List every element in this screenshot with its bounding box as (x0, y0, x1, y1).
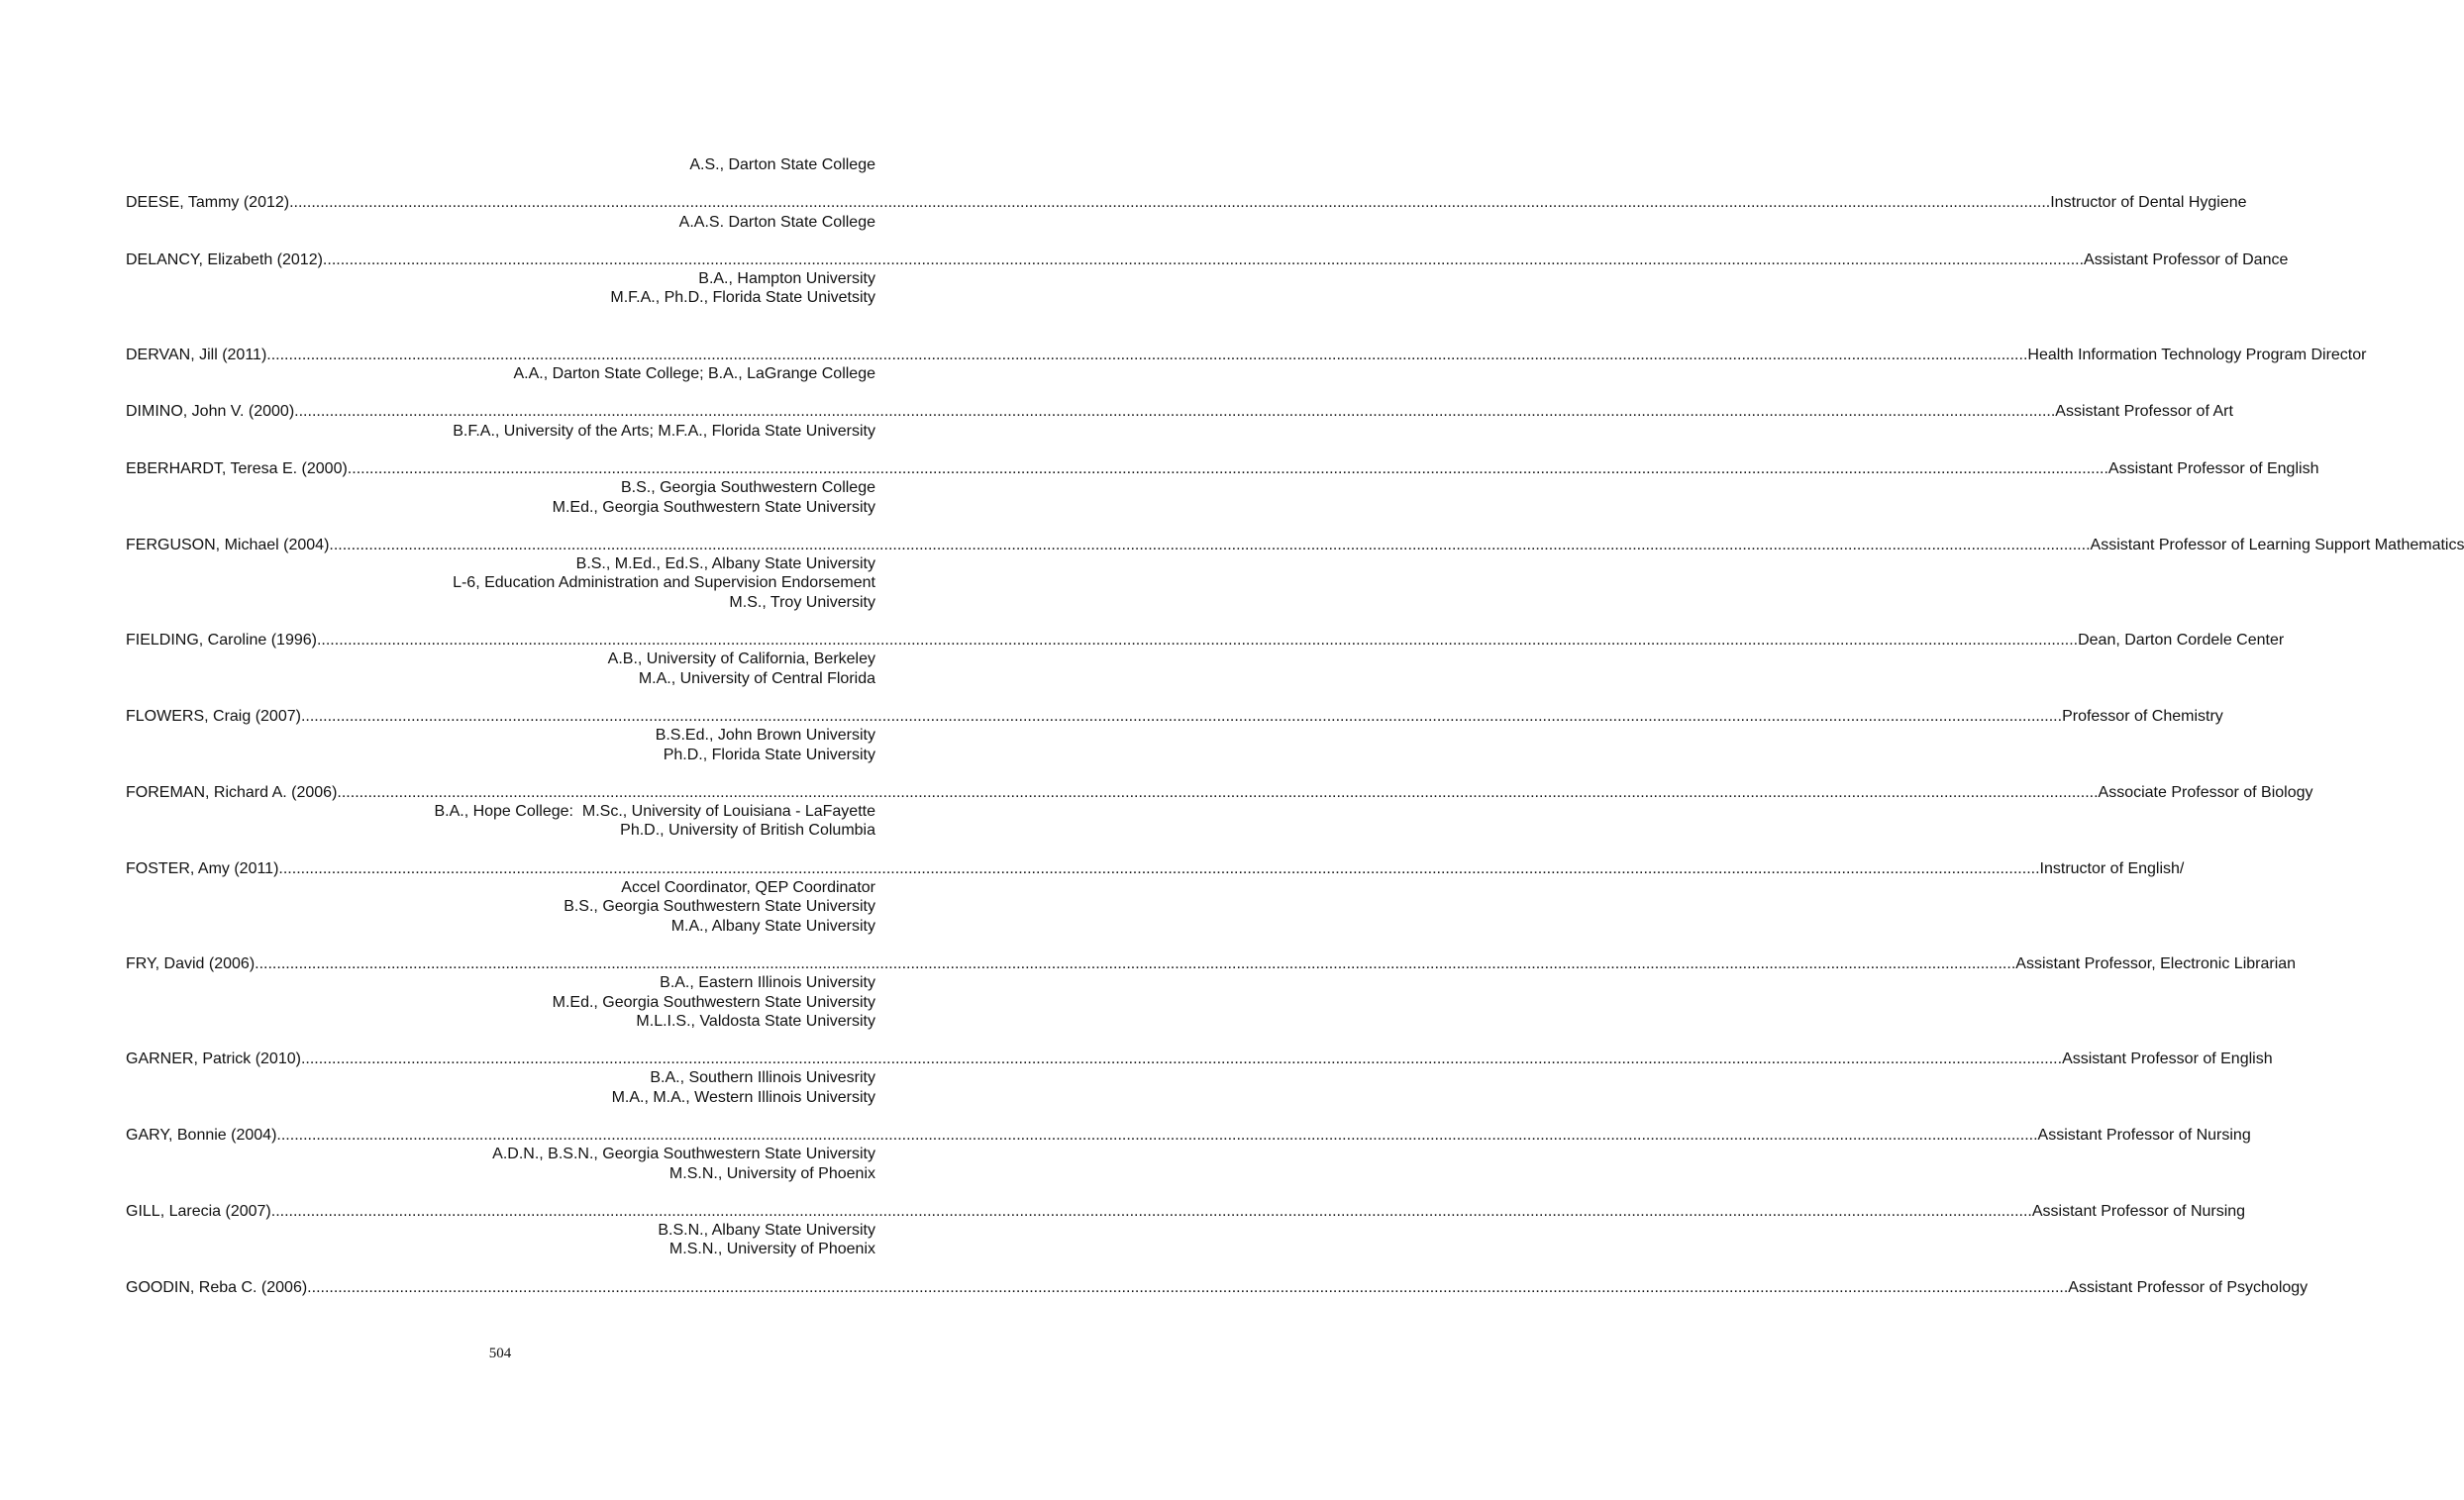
faculty-degree: A.B., University of California, Berkeley (607, 650, 875, 668)
faculty-name: FLOWERS, Craig (2007) (126, 707, 301, 725)
faculty-title: Instructor of Dental Hygiene (2050, 194, 2247, 212)
leader-dots: ................................................................................................................................................................................................................................................................................................................................................................................................................ (294, 403, 2056, 421)
faculty-entry (126, 1202, 2246, 1259)
faculty-degree: B.S.N., Albany State University (658, 1222, 875, 1240)
faculty-degree: M.Ed., Georgia Southwestern State University (552, 993, 875, 1011)
faculty-entry (126, 1278, 2309, 1297)
faculty-title: Dean, Darton Cordele Center (2078, 632, 2285, 650)
leader-dots: ................................................................................................................................................................................................................................................................................................................................................................................................................ (307, 1278, 2069, 1296)
faculty-title: Assistant Professor of Art (2055, 403, 2233, 421)
faculty-title: Assistant Professor of Nursing (2031, 1202, 2246, 1220)
faculty-name: FRY, David (2006) (126, 954, 256, 972)
faculty-name: FERGUSON, Michael (2004) (126, 536, 330, 553)
faculty-degree: M.A., Albany State University (670, 917, 875, 935)
faculty-degree: B.S., Georgia Southwestern State University (564, 898, 875, 916)
faculty-degree: M.A., University of Central Florida (638, 669, 875, 687)
faculty-degree: M.A., M.A., Western Illinois University (611, 1088, 875, 1106)
faculty-entry (126, 954, 2297, 1031)
faculty-name: DELANCY, Elizabeth (2012) (126, 250, 323, 268)
leader-dots: ................................................................................................................................................................................................................................................................................................................................................................................................................ (278, 859, 2040, 877)
faculty-name: FOSTER, Amy (2011) (126, 859, 279, 877)
faculty-entry (126, 459, 2319, 517)
faculty-degree: Ph.D., University of British Columbia (620, 822, 875, 840)
faculty-degree: B.S., Georgia Southwestern College (620, 479, 875, 497)
leader-dots: ................................................................................................................................................................................................................................................................................................................................................................................................................ (316, 632, 2079, 650)
faculty-degree: Ph.D., Florida State University (663, 746, 875, 763)
faculty-name: FIELDING, Caroline (1996) (126, 632, 317, 650)
leader-dots: ................................................................................................................................................................................................................................................................................................................................................................................................................ (289, 194, 2051, 212)
faculty-title: Assistant Professor of Psychology (2068, 1278, 2309, 1296)
leader-dots: ................................................................................................................................................................................................................................................................................................................................................................................................................ (300, 1050, 2063, 1068)
faculty-title: Assistant Professor of Learning Support Mathematics (2090, 536, 2464, 553)
faculty-degree: A.A.S. Darton State College (678, 213, 875, 231)
faculty-name: DERVAN, Jill (2011) (126, 346, 267, 363)
faculty-name: DEESE, Tammy (2012) (126, 194, 290, 212)
faculty-degree: B.A., Hampton University (698, 270, 875, 288)
faculty-name: FOREMAN, Richard A. (2006) (126, 783, 338, 801)
faculty-entry (126, 859, 2185, 936)
faculty-degree: M.S., Troy University (729, 593, 875, 611)
leader-dots: ................................................................................................................................................................................................................................................................................................................................................................................................................ (276, 1126, 2038, 1144)
faculty-degree: M.F.A., Ph.D., Florida State Univetsity (610, 289, 875, 307)
faculty-title: Assistant Professor of English (2062, 1050, 2273, 1068)
faculty-title: Assistant Professor of Dance (2084, 250, 2289, 268)
faculty-entry (126, 193, 2247, 232)
faculty-entry (126, 250, 2289, 308)
faculty-entry (126, 1050, 2273, 1107)
faculty-entry (126, 707, 2223, 764)
faculty-title: Instructor of English/ (2039, 859, 2185, 877)
faculty-degree: M.S.N., University of Phoenix (668, 1241, 875, 1258)
faculty-title: Health Information Technology Program Director (2027, 346, 2367, 363)
leader-dots: ................................................................................................................................................................................................................................................................................................................................................................................................................ (266, 346, 2028, 363)
faculty-degree: B.S.Ed., John Brown University (655, 727, 875, 745)
faculty-degree: M.L.I.S., Valdosta State University (636, 1012, 875, 1030)
faculty-title: Assistant Professor of Nursing (2037, 1126, 2251, 1144)
faculty-degree: B.A., Southern Illinois Univesrity (650, 1069, 875, 1087)
page-number: 504 (488, 1346, 512, 1361)
faculty-title-continued: Accel Coordinator, QEP Coordinator (621, 879, 875, 897)
faculty-name: GARY, Bonnie (2004) (126, 1126, 277, 1144)
faculty-name: GILL, Larecia (2007) (126, 1202, 271, 1220)
faculty-degree: B.F.A., University of the Arts; M.F.A., Florida State University (453, 422, 875, 440)
faculty-degree: B.S., M.Ed., Ed.S., Albany State University (575, 555, 875, 573)
continuation-degree: A.S., Darton State College (689, 156, 875, 173)
faculty-entry (126, 631, 2285, 688)
faculty-entry (126, 346, 2367, 384)
faculty-title: Assistant Professor, Electronic Librarian (2015, 954, 2297, 972)
faculty-degree: B.A., Eastern Illinois University (660, 974, 875, 992)
faculty-title: Professor of Chemistry (2062, 707, 2223, 725)
faculty-entry (126, 1126, 2251, 1183)
leader-dots: ................................................................................................................................................................................................................................................................................................................................................................................................................ (337, 783, 2099, 801)
faculty-degree: B.A., Hope College: M.Sc., University of Louisiana - LaFayette (434, 803, 875, 821)
leader-dots: ................................................................................................................................................................................................................................................................................................................................................................................................................ (255, 954, 2016, 972)
leader-dots: ................................................................................................................................................................................................................................................................................................................................................................................................................ (347, 459, 2108, 477)
faculty-entry (126, 402, 2233, 441)
faculty-degree: L-6, Education Administration and Supervision Endorsement (453, 574, 875, 592)
faculty-name: GARNER, Patrick (2010) (126, 1050, 301, 1068)
faculty-title: Associate Professor of Biology (2098, 783, 2313, 801)
faculty-degree: A.A., Darton State College; B.A., LaGrange College (513, 365, 875, 383)
faculty-name: DIMINO, John V. (2000) (126, 403, 295, 421)
faculty-degree: M.Ed., Georgia Southwestern State University (552, 498, 875, 516)
faculty-degree: A.D.N., B.S.N., Georgia Southwestern State University (492, 1146, 875, 1163)
faculty-name: GOODIN, Reba C. (2006) (126, 1278, 308, 1296)
faculty-name: EBERHARDT, Teresa E. (2000) (126, 459, 348, 477)
faculty-title: Assistant Professor of English (2107, 459, 2319, 477)
faculty-directory (126, 155, 2464, 1297)
leader-dots: ................................................................................................................................................................................................................................................................................................................................................................................................................ (300, 707, 2063, 725)
faculty-entry (126, 536, 2464, 612)
leader-dots: ................................................................................................................................................................................................................................................................................................................................................................................................................ (329, 536, 2091, 553)
leader-dots: ................................................................................................................................................................................................................................................................................................................................................................................................................ (322, 250, 2085, 268)
faculty-degree: M.S.N., University of Phoenix (668, 1164, 875, 1182)
faculty-entry (126, 783, 2313, 841)
leader-dots: ................................................................................................................................................................................................................................................................................................................................................................................................................ (270, 1202, 2032, 1220)
